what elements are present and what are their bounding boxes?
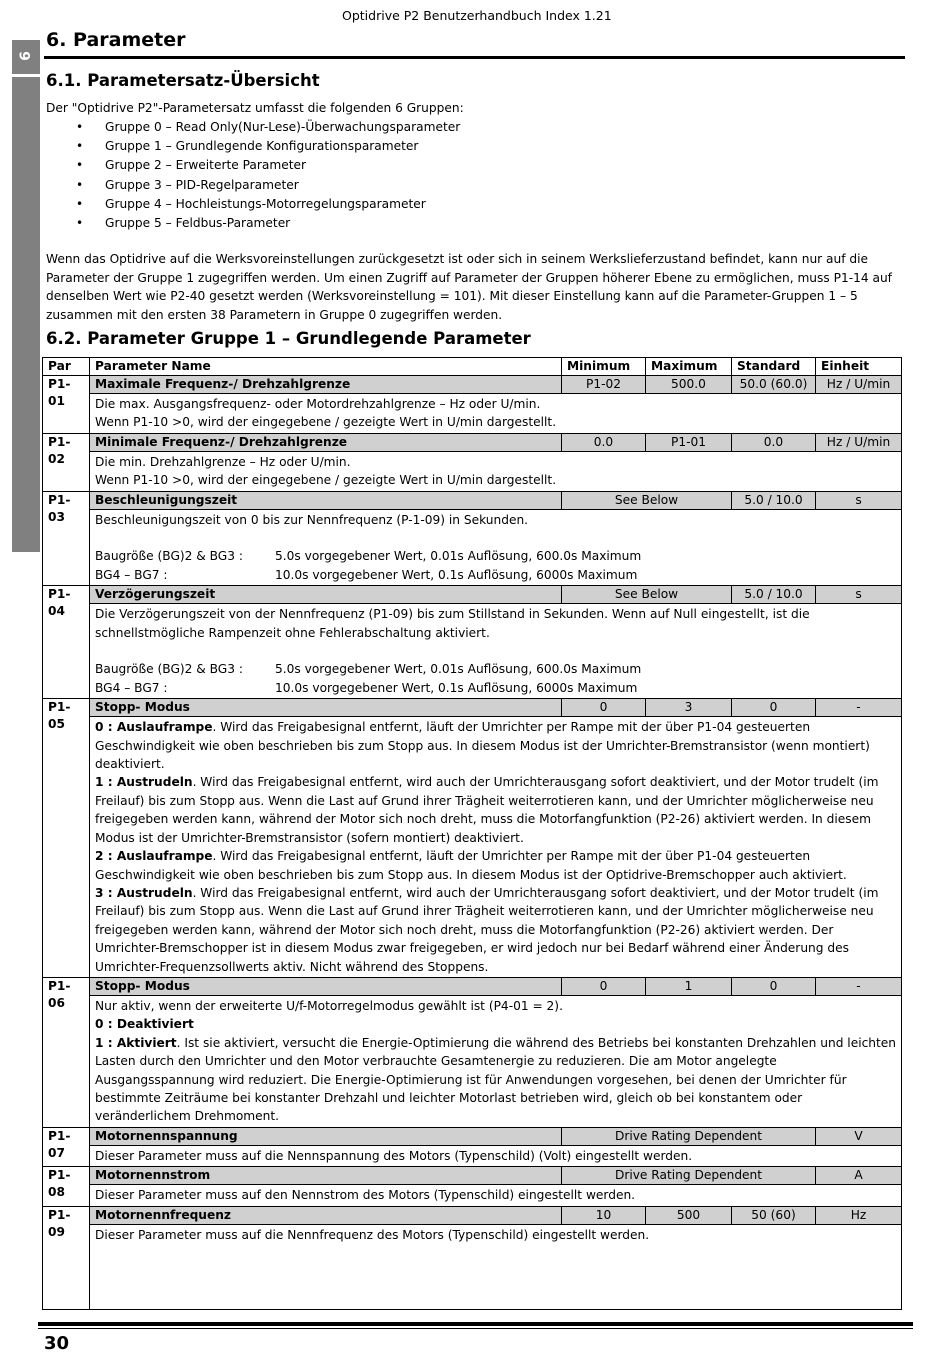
param-name: Motornennfrequenz — [90, 1206, 562, 1224]
table-row — [43, 1185, 902, 1206]
column-header: Standard — [732, 358, 816, 376]
param-range: Drive Rating Dependent — [562, 1127, 816, 1145]
param-name: Stopp- Modus — [90, 977, 562, 995]
param-unit: - — [816, 699, 902, 717]
table-row — [43, 977, 902, 995]
param-name: Maximale Frequenz-/ Drehzahlgrenze — [90, 376, 562, 394]
table-row — [43, 451, 902, 491]
param-range: Drive Rating Dependent — [562, 1167, 816, 1185]
table-row — [43, 1127, 902, 1145]
param-range: See Below — [562, 586, 732, 604]
param-id: P1-01 — [43, 376, 90, 434]
param-unit: V — [816, 1127, 902, 1145]
param-unit: Hz — [816, 1206, 902, 1224]
param-unit: - — [816, 977, 902, 995]
param-unit: s — [816, 491, 902, 509]
param-range: See Below — [562, 491, 732, 509]
parameter-table — [42, 357, 902, 1310]
table-row — [43, 1145, 902, 1166]
table-row — [43, 491, 902, 509]
param-name: Beschleunigungszeit — [90, 491, 562, 509]
param-default: 0 — [732, 977, 816, 995]
param-description: Dieser Parameter muss auf die Nennfrequenz des Motors (Typenschild) eingestellt werden. — [90, 1224, 902, 1309]
param-name: Motornennstrom — [90, 1167, 562, 1185]
table-header-row — [43, 358, 902, 376]
param-description: Beschleunigungszeit von 0 bis zur Nennfrequenz (P-1-09) in Sekunden. Baugröße (BG)2 & BG3 : 5.0s vorgegebener Wert, 0.01s Auflösung, 600.0s Maximum BG4 – BG7 : 10.0s vorgegebener Wert, 0.1s Auflösung, 6000s Maximum — [90, 509, 902, 586]
table-row — [43, 376, 902, 394]
param-default: 5.0 / 10.0 — [732, 586, 816, 604]
footer-rule — [38, 1322, 913, 1326]
param-min: 10 — [562, 1206, 646, 1224]
param-id: P1-09 — [43, 1206, 90, 1309]
param-default: 5.0 / 10.0 — [732, 491, 816, 509]
table-row — [43, 433, 902, 451]
list-item: • Gruppe 4 – Hochleistungs-Motorregelungsparameter — [46, 195, 460, 214]
param-unit: s — [816, 586, 902, 604]
access-paragraph: Wenn das Optidrive auf die Werksvoreinstellungen zurückgesetzt ist oder sich in seinem Werkslieferzustand befindet, kann nur auf die Parameter der Gruppe 1 zugegriffen werden. Um einen Zugriff auf Parameter der Gruppen höherer Ebene zu ermöglichen, muss P1-14 auf denselben Wert wie P2-40 gesetzt werden (Werksvoreinstellung = 101). Mit dieser Einstellung kann auf die Parameter-Gruppen 1 – 5 zusammen mit den ersten 38 Parametern in Gruppe 0 zugegriffen werden. — [46, 252, 892, 322]
column-header: Einheit — [816, 358, 902, 376]
table-row — [43, 1167, 902, 1185]
param-id: P1-02 — [43, 433, 90, 491]
param-default: 50.0 (60.0) — [732, 376, 816, 394]
column-header: Minimum — [562, 358, 646, 376]
tab-separator — [12, 74, 40, 77]
param-unit: A — [816, 1167, 902, 1185]
param-min: 0 — [562, 699, 646, 717]
column-header: Parameter Name — [90, 358, 562, 376]
table-row — [43, 1206, 902, 1224]
param-id: P1-03 — [43, 491, 90, 586]
table-row — [43, 394, 902, 434]
list-item: • Gruppe 0 – Read Only(Nur-Lese)-Überwachungsparameter — [46, 118, 460, 137]
param-unit: Hz / U/min — [816, 376, 902, 394]
param-default: 0.0 — [732, 433, 816, 451]
column-header: Par — [43, 358, 90, 376]
param-description: Die Verzögerungszeit von der Nennfrequenz (P1-09) bis zum Stillstand in Sekunden. Wenn auf Null eingestellt, ist die schnellstmögliche Rampenzeit ohne Fehlerabschaltung aktiviert. Baugröße (BG)2 & BG3 : 5.0s vorgegebener Wert, 0.01s Auflösung, 600.0s Maximum BG4 – BG7 : 10.0s vorgegebener Wert, 0.1s Auflösung, 6000s Maximum — [90, 604, 902, 699]
list-item: • Gruppe 2 – Erweiterte Parameter — [46, 156, 460, 175]
param-id: P1-04 — [43, 586, 90, 699]
param-max: P1-01 — [646, 433, 732, 451]
param-max: 3 — [646, 699, 732, 717]
param-description: Die max. Ausgangsfrequenz- oder Motordrehzahlgrenze – Hz oder U/min. Wenn P1-10 >0, wird der eingegebene / gezeigte Wert in U/min dargestellt. — [90, 394, 902, 434]
param-description: 0 : Auslauframpe. Wird das Freigabesignal entfernt, läuft der Umrichter per Rampe mit der über P1-04 gesteuerten Geschwindigkeit wie oben beschrieben bis zum Stopp aus. In diesem Modus ist der Umrichter-Bremstransistor (wenn montiert) deaktiviert. 1 : Austrudeln. Wird das Freigabesignal entfernt, wird auch der Umrichterausgang sofort deaktiviert, und der Motor trudelt (im Freilauf) bis zum Stopp aus. Wenn die Last auf Grund ihrer Trägheit weiterrotieren kann, und der Umrichter möglicherweise neu freigegeben werden kann, während der Motor sich noch dreht, muss die Motorfangfunktion (P2-26) aktiviert werden. In diesem Modus ist der Umrichter-Bremstransistor (sofern montiert) deaktiviert. 2 : Auslauframpe. Wird das Freigabesignal entfernt, läuft der Umrichter per Rampe mit der über P1-04 gesteuerten Geschwindigkeit wie oben beschrieben bis zum Stopp aus. In diesem Modus ist der Optidrive-Bremschopper auch aktiviert. 3 : Austrudeln. Wird das Freigabesignal entfernt, wird auch der Umrichterausgang sofort deaktiviert, und der Motor trudelt (im Freilauf) bis zum Stopp aus. Wenn die Last auf Grund ihrer Trägheit weiterrotieren kann, und der Umrichter möglicherweise neu freigegeben werden kann, während der Motor sich noch dreht, muss die Motorfangfunktion (P2-26) aktiviert werden. Der Umrichter-Bremschopper ist in diesem Modus zwar freigegeben, er wird jedoch nur bei Bedarf während einer Änderung des Umrichter-Frequenzsollwerts aktiv. Nicht während des Stoppens. — [90, 717, 902, 978]
param-min: P1-02 — [562, 376, 646, 394]
param-name: Minimale Frequenz-/ Drehzahlgrenze — [90, 433, 562, 451]
param-description: Dieser Parameter muss auf den Nennstrom des Motors (Typenschild) eingestellt werden. — [90, 1185, 902, 1206]
param-name: Stopp- Modus — [90, 699, 562, 717]
param-id: P1-05 — [43, 699, 90, 978]
column-header: Maximum — [646, 358, 732, 376]
param-description: Dieser Parameter muss auf die Nennspannung des Motors (Typenschild) (Volt) eingestellt werden. — [90, 1145, 902, 1166]
param-name: Motornennspannung — [90, 1127, 562, 1145]
table-row — [43, 995, 902, 1127]
list-item: • Gruppe 1 – Grundlegende Konfigurationsparameter — [46, 137, 460, 156]
page-number: 30 — [44, 1333, 70, 1354]
chapter-side-tab — [12, 40, 40, 552]
chapter-number: 6 — [18, 51, 34, 61]
chapter-rule — [44, 56, 905, 59]
overview-intro: Der "Optidrive P2"-Parametersatz umfasst die folgenden 6 Gruppen: — [46, 101, 464, 115]
param-unit: Hz / U/min — [816, 433, 902, 451]
param-default: 0 — [732, 699, 816, 717]
param-description: Nur aktiv, wenn der erweiterte U/f-Motorregelmodus gewählt ist (P4-01 = 2). 0 : Deaktiviert 1 : Aktiviert. Ist sie aktiviert, versucht die Energie-Optimierung die während des Betriebs bei konstanten Drehzahlen und leichten Lasten durch den Umrichter und den Motor verbrauchte Gesamtenergie zu reduzieren. Die am Motor angelegte Ausgangsspannung wird reduziert. Die Energie-Optimierung ist für Anwendungen vorgesehen, bei denen der Umrichter für bestimmte Zeiträume bei konstanter Drehzahl und leichter Motorlast betrieben wird, gleich ob bei konstantem oder veränderlichem Drehmoment. — [90, 995, 902, 1127]
list-item: • Gruppe 3 – PID-Regelparameter — [46, 176, 460, 195]
param-max: 1 — [646, 977, 732, 995]
param-name: Verzögerungszeit — [90, 586, 562, 604]
param-id: P1-07 — [43, 1127, 90, 1166]
section-title-overview: 6.1. Parametersatz-Übersicht — [46, 71, 320, 90]
table-row — [43, 1224, 902, 1309]
param-max: 500.0 — [646, 376, 732, 394]
group-list — [46, 118, 460, 233]
footer-rule-thin — [38, 1328, 913, 1329]
table-row — [43, 509, 902, 586]
table-row — [43, 586, 902, 604]
running-header: Optidrive P2 Benutzerhandbuch Index 1.21 — [342, 8, 612, 23]
param-min: 0 — [562, 977, 646, 995]
param-min: 0.0 — [562, 433, 646, 451]
table-row — [43, 604, 902, 699]
chapter-title: 6. Parameter — [46, 29, 186, 51]
param-id: P1-06 — [43, 977, 90, 1127]
param-id: P1-08 — [43, 1167, 90, 1206]
list-item: • Gruppe 5 – Feldbus-Parameter — [46, 214, 460, 233]
param-default: 50 (60) — [732, 1206, 816, 1224]
table-row — [43, 699, 902, 717]
param-max: 500 — [646, 1206, 732, 1224]
section-title-group1: 6.2. Parameter Gruppe 1 – Grundlegende Parameter — [46, 329, 531, 348]
table-row — [43, 717, 902, 978]
param-description: Die min. Drehzahlgrenze – Hz oder U/min. Wenn P1-10 >0, wird der eingegebene / gezeigte Wert in U/min dargestellt. — [90, 451, 902, 491]
